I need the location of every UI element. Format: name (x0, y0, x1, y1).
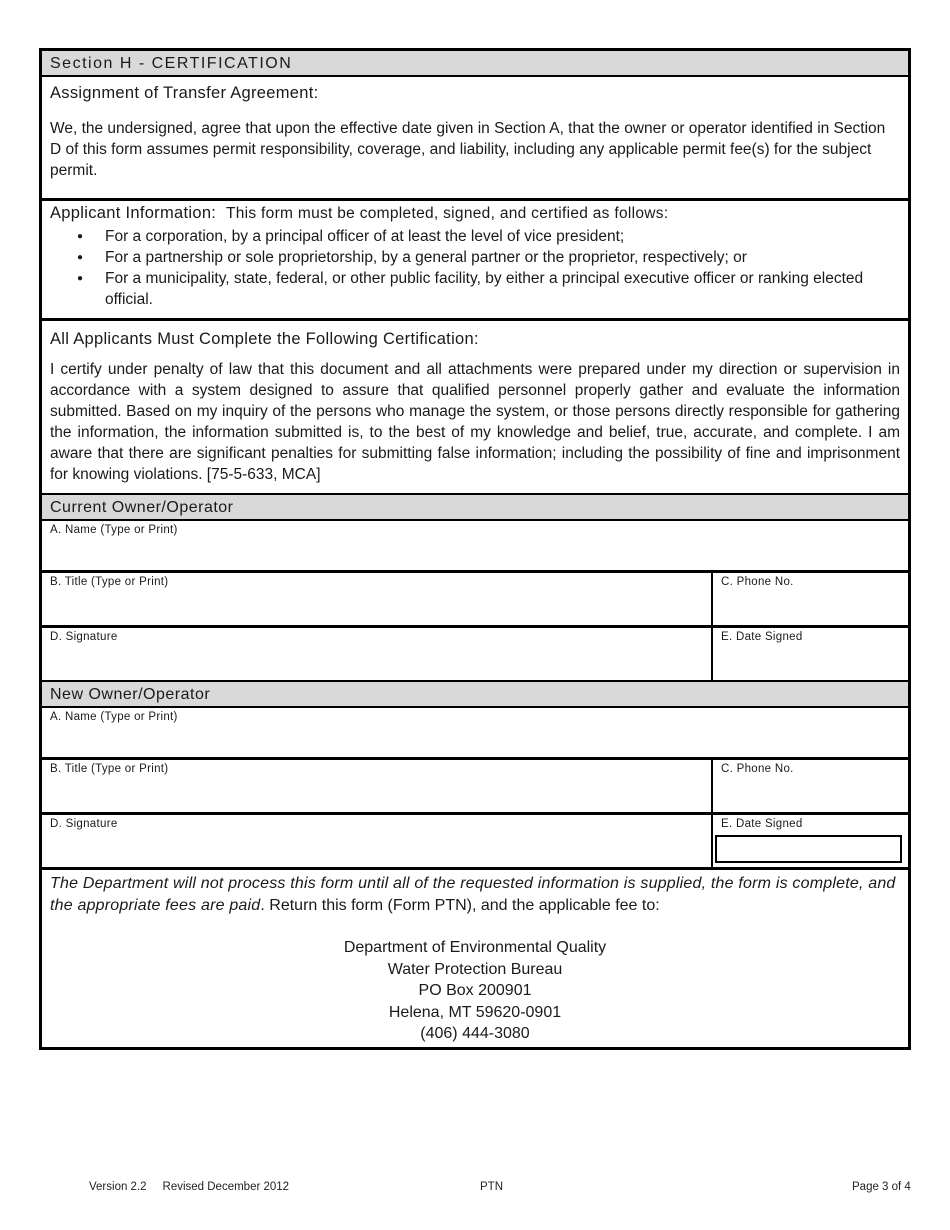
current-title-row (42, 573, 908, 628)
new-name-row (42, 708, 908, 760)
certification-block (42, 321, 908, 495)
applicant-info-block (42, 201, 908, 321)
transfer-body: We, the undersigned, agree that upon the effective date given in Section A, that the owner or operator identified in Section D of this form assumes permit responsibility, coverage, and liability, including any applicable permit fee(s) for the subject permit. (50, 120, 886, 179)
list-item: ● For a municipality, state, federal, or other public facility, by either a principal executive officer or ranking elected official. (85, 268, 900, 310)
applicant-list (50, 226, 900, 310)
new-signature-label: D. Signature (50, 818, 118, 830)
current-signature-field[interactable] (42, 628, 711, 680)
section-header: Section H - CERTIFICATION (42, 51, 908, 77)
current-phone-label: C. Phone No. (721, 576, 794, 588)
address-line: Department of Environmental Quality (343, 939, 607, 956)
notice-block (42, 870, 908, 1047)
new-owner-header: New Owner/Operator (42, 682, 908, 708)
footer-page-number: Page 3 of 4 (852, 1181, 911, 1193)
list-item: ● For a partnership or sole proprietorship, by a general partner or the proprietor, respectively; or (85, 247, 900, 268)
current-date-label: E. Date Signed (721, 631, 803, 643)
certification-heading: All Applicants Must Complete the Following Certification: (50, 330, 479, 348)
footer-version: Version 2.2 Revised December 2012 (89, 1181, 290, 1193)
new-name-label: A. Name (Type or Print) (50, 711, 178, 723)
address-line: Water Protection Bureau (387, 960, 563, 978)
new-date-field (711, 815, 908, 867)
new-signature-field[interactable] (42, 815, 711, 867)
new-date-input[interactable] (715, 835, 902, 863)
applicant-intro: This form must be completed, signed, and certified as follows: (225, 205, 669, 222)
new-phone-label: C. Phone No. (721, 763, 794, 775)
new-signature-row (42, 815, 908, 870)
new-title-label: B. Title (Type or Print) (50, 763, 169, 775)
current-signature-row (42, 628, 908, 682)
address-line: PO Box 200901 (418, 982, 532, 999)
address-line: Helena, MT 59620-0901 (388, 1003, 562, 1021)
current-phone-field[interactable] (711, 573, 908, 625)
current-name-label: A. Name (Type or Print) (50, 524, 178, 536)
notice-text (50, 873, 900, 917)
new-phone-field[interactable] (711, 760, 908, 812)
certification-form (39, 48, 911, 1050)
current-signature-label: D. Signature (50, 631, 118, 643)
notice-rest: . Return this form (Form PTN), and the applicable fee to: (260, 897, 660, 914)
department-address (50, 937, 900, 1045)
certification-body: I certify under penalty of law that this document and all attachments were prepared under my direction or supervision in accordance with a system designed to assure that qualified personnel properly gather and evaluate the information submitted. Based on my inquiry of the persons who manage the system, or those persons directly responsible for gathering the information, the information submitted is, to the best of my knowledge and belief, true, accurate, and complete. I am aware that there are significant penalties for submitting false information; including the possibility of fine and imprisonment for knowing violations. [75-5-633, MCA] (50, 361, 900, 483)
current-title-field[interactable] (42, 573, 711, 625)
current-name-field[interactable] (42, 521, 908, 570)
new-date-label: E. Date Signed (721, 818, 803, 830)
new-title-row (42, 760, 908, 815)
new-title-field[interactable] (42, 760, 711, 812)
transfer-heading: Assignment of Transfer Agreement: (50, 84, 319, 102)
current-date-field[interactable] (711, 628, 908, 680)
applicant-heading-label: Applicant Information: (50, 204, 217, 222)
applicant-heading (50, 203, 900, 224)
notice-italic: The Department will not process this form until all of the requested information is supplied, the form is complete, and the appropriate fees are paid (50, 875, 896, 914)
transfer-agreement-block (42, 77, 908, 201)
list-item: ● For a corporation, by a principal officer of at least the level of vice president; (85, 226, 900, 247)
new-name-field[interactable] (42, 708, 908, 757)
current-owner-header: Current Owner/Operator (42, 495, 908, 521)
current-name-row (42, 521, 908, 573)
address-line: (406) 444-3080 (420, 1025, 530, 1042)
current-title-label: B. Title (Type or Print) (50, 576, 169, 588)
footer-form-code: PTN (480, 1181, 503, 1193)
